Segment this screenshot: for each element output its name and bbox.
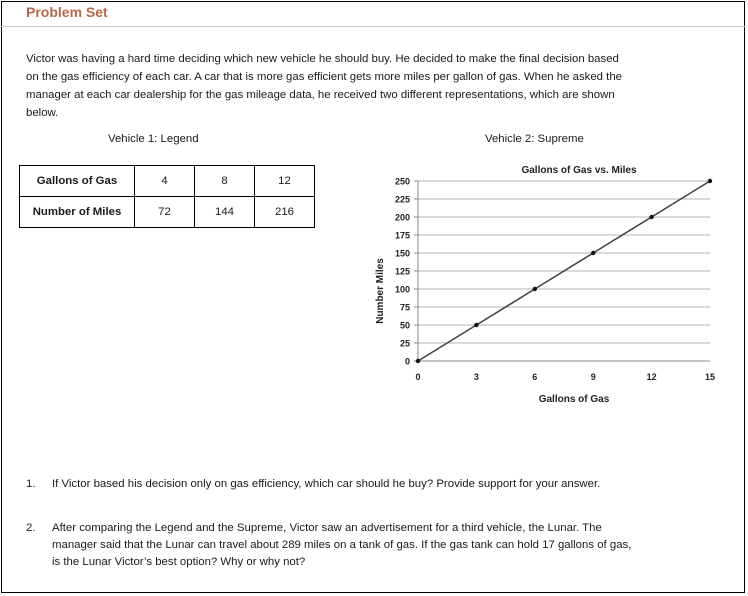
data-point — [416, 359, 420, 363]
y-tick-label: 75 — [399, 302, 410, 313]
data-point — [474, 323, 478, 327]
table-cell: 4 — [135, 166, 195, 197]
y-tick-label: 0 — [404, 356, 410, 367]
intro-line: below. — [26, 107, 59, 119]
data-point — [649, 215, 653, 219]
x-tick-label: 3 — [473, 372, 479, 382]
question-line: is the Lunar Victor’s best option? Why or why not? — [52, 556, 306, 568]
x-tick-label: 0 — [415, 372, 421, 382]
y-tick-label: 200 — [394, 212, 410, 223]
table-cell: 12 — [255, 166, 315, 197]
intro-line: Victor was having a hard time deciding which new vehicle he should buy. He decided to make the final decision based — [26, 53, 619, 65]
x-tick-label: 12 — [646, 372, 657, 382]
table-cell: 216 — [255, 197, 315, 228]
vehicle1-label: Vehicle 1: Legend — [108, 133, 199, 145]
question-number: 1. — [26, 478, 36, 490]
intro-line: manager at each car dealership for the gas mileage data, he received two different representations, which are shown — [26, 89, 615, 101]
supreme-mileage-chart — [360, 160, 730, 410]
y-tick-label: 25 — [399, 338, 410, 349]
x-tick-label: 15 — [704, 372, 716, 382]
y-tick-label: 225 — [394, 194, 410, 205]
x-axis-label: Gallons of Gas — [538, 394, 610, 405]
table-row-gallons — [20, 166, 315, 197]
question-line: After comparing the Legend and the Supreme, Victor saw an advertisement for a third vehicle, the Lunar. The — [52, 522, 602, 534]
question-number: 2. — [26, 522, 36, 534]
data-point — [708, 179, 712, 183]
data-point — [591, 251, 595, 255]
table-cell: 144 — [195, 197, 255, 228]
title-divider — [1, 26, 745, 27]
y-tick-label: 125 — [394, 266, 410, 277]
y-tick-label: 150 — [394, 248, 410, 259]
data-point — [533, 287, 537, 291]
y-tick-label: 250 — [394, 176, 410, 187]
vehicle2-label: Vehicle 2: Supreme — [485, 133, 584, 145]
row-header-miles: Number of Miles — [20, 197, 135, 228]
y-axis-label: Number Miles — [375, 258, 386, 324]
row-header-gallons: Gallons of Gas — [20, 166, 135, 197]
y-tick-label: 50 — [399, 320, 410, 331]
intro-line: on the gas efficiency of each car. A car that is more gas efficient gets more miles per gallon of gas. When he asked the — [26, 71, 623, 83]
table-cell: 72 — [135, 197, 195, 228]
intro-paragraph — [26, 50, 716, 122]
legend-data-table — [19, 165, 315, 228]
x-tick-label: 6 — [532, 372, 538, 382]
question-line: manager said that the Lunar can travel about 289 miles on a tank of gas. If the gas tank can hold 17 gallons of gas, — [52, 539, 632, 551]
table-cell: 8 — [195, 166, 255, 197]
x-tick-label: 9 — [590, 372, 596, 382]
table-row-miles — [20, 197, 315, 228]
page-title: Problem Set — [26, 4, 108, 20]
chart-title: Gallons of Gas vs. Miles — [521, 165, 637, 176]
y-tick-label: 100 — [394, 284, 410, 295]
y-tick-label: 175 — [394, 230, 410, 241]
question-line: If Victor based his decision only on gas efficiency, which car should he buy? Provide support for your answer. — [52, 478, 601, 490]
